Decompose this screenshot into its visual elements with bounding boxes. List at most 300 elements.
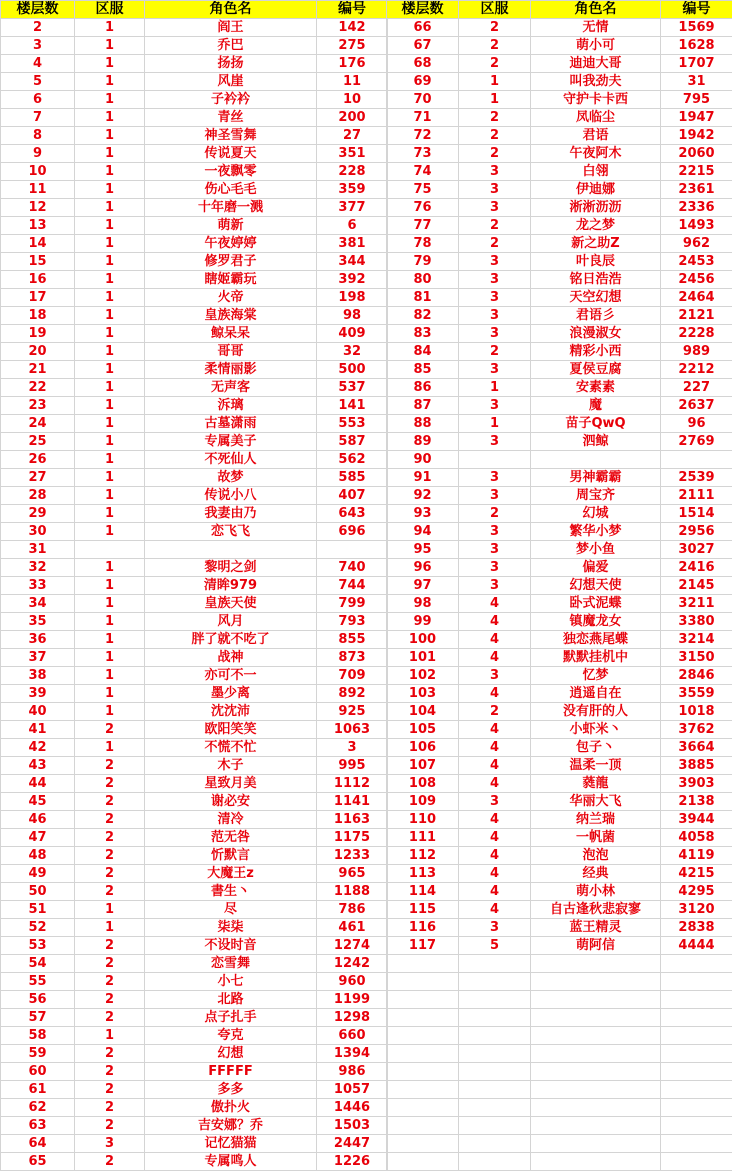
number-cell: 2637 bbox=[661, 397, 732, 415]
server-cell: 1 bbox=[75, 451, 145, 469]
floor-cell bbox=[387, 1081, 459, 1099]
table-row bbox=[1, 271, 388, 289]
role-name-cell: FFFFF bbox=[145, 1063, 317, 1081]
header-server: 区服 bbox=[459, 1, 531, 19]
table-row bbox=[387, 793, 732, 811]
empty-row bbox=[387, 1009, 732, 1027]
table-row bbox=[387, 469, 732, 487]
floor-cell: 77 bbox=[387, 217, 459, 235]
role-name-cell: 伤心毛毛 bbox=[145, 181, 317, 199]
role-name-cell: 繁华小梦 bbox=[531, 523, 661, 541]
number-cell: 2539 bbox=[661, 469, 732, 487]
role-name-cell: 男神霸霸 bbox=[531, 469, 661, 487]
role-name-cell: 瞎姬霸玩 bbox=[145, 271, 317, 289]
floor-cell: 29 bbox=[1, 505, 75, 523]
number-cell: 2453 bbox=[661, 253, 732, 271]
table-row bbox=[1, 55, 388, 73]
role-name-cell: 君语彡 bbox=[531, 307, 661, 325]
role-name-cell: 書生丶 bbox=[145, 883, 317, 901]
server-cell: 4 bbox=[459, 775, 531, 793]
role-name-cell: 泡泡 bbox=[531, 847, 661, 865]
floor-cell: 17 bbox=[1, 289, 75, 307]
number-cell: 461 bbox=[317, 919, 388, 937]
server-cell: 1 bbox=[75, 307, 145, 325]
number-cell: 2416 bbox=[661, 559, 732, 577]
floor-cell: 90 bbox=[387, 451, 459, 469]
number-cell: 98 bbox=[317, 307, 388, 325]
number-cell: 1298 bbox=[317, 1009, 388, 1027]
role-name-cell: 无情 bbox=[531, 19, 661, 37]
floor-cell: 51 bbox=[1, 901, 75, 919]
number-cell: 198 bbox=[317, 289, 388, 307]
role-name-cell: 皇族海棠 bbox=[145, 307, 317, 325]
server-cell: 2 bbox=[459, 37, 531, 55]
server-cell: 2 bbox=[459, 109, 531, 127]
floor-cell: 99 bbox=[387, 613, 459, 631]
floor-cell bbox=[387, 991, 459, 1009]
table-row bbox=[1, 325, 388, 343]
floor-cell: 44 bbox=[1, 775, 75, 793]
floor-cell: 74 bbox=[387, 163, 459, 181]
header-role-name: 角色名 bbox=[531, 1, 661, 19]
role-name-cell: 故梦 bbox=[145, 469, 317, 487]
number-cell: 2145 bbox=[661, 577, 732, 595]
server-cell: 3 bbox=[459, 559, 531, 577]
number-cell: 1163 bbox=[317, 811, 388, 829]
number-cell: 27 bbox=[317, 127, 388, 145]
floor-cell bbox=[387, 1063, 459, 1081]
server-cell bbox=[459, 973, 531, 991]
server-cell: 2 bbox=[75, 1045, 145, 1063]
role-name-cell: 小虾米丶 bbox=[531, 721, 661, 739]
role-name-cell: 默默挂机中 bbox=[531, 649, 661, 667]
role-name-cell: 幻想天使 bbox=[531, 577, 661, 595]
server-cell: 1 bbox=[459, 379, 531, 397]
table-row bbox=[1, 127, 388, 145]
role-name-cell: 不死仙人 bbox=[145, 451, 317, 469]
table-row bbox=[387, 811, 732, 829]
role-name-cell: 吉安娜？乔 bbox=[145, 1117, 317, 1135]
table-row bbox=[1, 811, 388, 829]
role-name-cell: 清冷 bbox=[145, 811, 317, 829]
server-cell: 1 bbox=[75, 559, 145, 577]
number-cell: 2336 bbox=[661, 199, 732, 217]
number-cell: 986 bbox=[317, 1063, 388, 1081]
floor-cell: 18 bbox=[1, 307, 75, 325]
number-cell: 1274 bbox=[317, 937, 388, 955]
number-cell: 1112 bbox=[317, 775, 388, 793]
number-cell: 744 bbox=[317, 577, 388, 595]
number-cell: 228 bbox=[317, 163, 388, 181]
role-name-cell: 温柔一顶 bbox=[531, 757, 661, 775]
table-row bbox=[1, 613, 388, 631]
left-header-row bbox=[1, 1, 388, 19]
floor-cell: 112 bbox=[387, 847, 459, 865]
number-cell: 4444 bbox=[661, 937, 732, 955]
table-row bbox=[1, 541, 388, 559]
empty-row bbox=[387, 955, 732, 973]
table-row bbox=[1, 667, 388, 685]
server-cell: 2 bbox=[75, 775, 145, 793]
server-cell: 1 bbox=[75, 577, 145, 595]
server-cell: 1 bbox=[75, 325, 145, 343]
floor-cell: 75 bbox=[387, 181, 459, 199]
empty-row bbox=[387, 1027, 732, 1045]
role-name-cell bbox=[531, 991, 661, 1009]
server-cell: 5 bbox=[459, 937, 531, 955]
number-cell: 2215 bbox=[661, 163, 732, 181]
floor-cell: 49 bbox=[1, 865, 75, 883]
empty-row bbox=[387, 1153, 732, 1171]
role-name-cell: 修罗君子 bbox=[145, 253, 317, 271]
server-cell bbox=[459, 1135, 531, 1153]
floor-cell: 12 bbox=[1, 199, 75, 217]
server-cell: 2 bbox=[75, 991, 145, 1009]
floor-cell: 79 bbox=[387, 253, 459, 271]
table-row bbox=[387, 541, 732, 559]
number-cell bbox=[661, 451, 732, 469]
number-cell: 562 bbox=[317, 451, 388, 469]
table-row bbox=[387, 613, 732, 631]
empty-row bbox=[387, 1099, 732, 1117]
number-cell: 3944 bbox=[661, 811, 732, 829]
role-name-cell: 安素素 bbox=[531, 379, 661, 397]
role-name-cell: 萌小可 bbox=[531, 37, 661, 55]
table-row bbox=[387, 271, 732, 289]
floor-cell: 37 bbox=[1, 649, 75, 667]
floor-cell: 65 bbox=[1, 1153, 75, 1171]
floor-cell: 11 bbox=[1, 181, 75, 199]
server-cell: 2 bbox=[459, 55, 531, 73]
number-cell: 359 bbox=[317, 181, 388, 199]
number-cell: 2138 bbox=[661, 793, 732, 811]
floor-cell: 108 bbox=[387, 775, 459, 793]
number-cell: 4119 bbox=[661, 847, 732, 865]
table-row bbox=[1, 883, 388, 901]
server-cell: 1 bbox=[75, 649, 145, 667]
table-row bbox=[387, 523, 732, 541]
floor-cell: 47 bbox=[1, 829, 75, 847]
role-name-cell: 天空幻想 bbox=[531, 289, 661, 307]
server-cell: 4 bbox=[459, 631, 531, 649]
table-row bbox=[387, 577, 732, 595]
floor-cell: 87 bbox=[387, 397, 459, 415]
role-name-cell: 柔情丽影 bbox=[145, 361, 317, 379]
table-row bbox=[1, 1027, 388, 1045]
floor-cell: 61 bbox=[1, 1081, 75, 1099]
floor-cell: 103 bbox=[387, 685, 459, 703]
table-row bbox=[387, 667, 732, 685]
number-cell: 2456 bbox=[661, 271, 732, 289]
role-name-cell: 墨少离 bbox=[145, 685, 317, 703]
table-row bbox=[387, 145, 732, 163]
left-table-body bbox=[1, 1, 388, 1171]
number-cell: 2121 bbox=[661, 307, 732, 325]
floor-cell: 83 bbox=[387, 325, 459, 343]
floor-cell: 94 bbox=[387, 523, 459, 541]
floor-cell: 22 bbox=[1, 379, 75, 397]
server-cell: 1 bbox=[75, 181, 145, 199]
number-cell: 1057 bbox=[317, 1081, 388, 1099]
role-name-cell: 叶良辰 bbox=[531, 253, 661, 271]
table-row bbox=[387, 757, 732, 775]
server-cell: 4 bbox=[459, 901, 531, 919]
table-row bbox=[387, 73, 732, 91]
server-cell: 2 bbox=[459, 145, 531, 163]
server-cell: 1 bbox=[75, 271, 145, 289]
role-name-cell bbox=[531, 1117, 661, 1135]
floor-cell: 59 bbox=[1, 1045, 75, 1063]
server-cell: 2 bbox=[75, 721, 145, 739]
table-row bbox=[387, 685, 732, 703]
floor-cell: 113 bbox=[387, 865, 459, 883]
role-name-cell: 经典 bbox=[531, 865, 661, 883]
number-cell: 965 bbox=[317, 865, 388, 883]
floor-cell: 30 bbox=[1, 523, 75, 541]
number-cell: 989 bbox=[661, 343, 732, 361]
role-name-cell: 战神 bbox=[145, 649, 317, 667]
number-cell: 3027 bbox=[661, 541, 732, 559]
table-row bbox=[1, 847, 388, 865]
server-cell: 3 bbox=[459, 793, 531, 811]
table-row bbox=[1, 937, 388, 955]
role-name-cell: 皇族天使 bbox=[145, 595, 317, 613]
table-row bbox=[1, 991, 388, 1009]
server-cell: 1 bbox=[459, 415, 531, 433]
table-row bbox=[387, 703, 732, 721]
floor-cell: 98 bbox=[387, 595, 459, 613]
table-row bbox=[1, 739, 388, 757]
number-cell: 409 bbox=[317, 325, 388, 343]
number-cell: 11 bbox=[317, 73, 388, 91]
number-cell: 2060 bbox=[661, 145, 732, 163]
table-row bbox=[1, 1063, 388, 1081]
server-cell bbox=[459, 1027, 531, 1045]
number-cell: 32 bbox=[317, 343, 388, 361]
header-number: 编号 bbox=[317, 1, 388, 19]
table-row bbox=[387, 451, 732, 469]
table-row bbox=[387, 865, 732, 883]
table-row bbox=[1, 775, 388, 793]
table-row bbox=[387, 487, 732, 505]
table-row bbox=[387, 721, 732, 739]
floor-cell: 71 bbox=[387, 109, 459, 127]
role-name-cell: 一帆菌 bbox=[531, 829, 661, 847]
role-name-cell: 幻城 bbox=[531, 505, 661, 523]
floor-cell: 19 bbox=[1, 325, 75, 343]
floor-cell: 95 bbox=[387, 541, 459, 559]
server-cell: 1 bbox=[75, 163, 145, 181]
table-row bbox=[387, 919, 732, 937]
number-cell: 392 bbox=[317, 271, 388, 289]
number-cell: 960 bbox=[317, 973, 388, 991]
table-row bbox=[387, 595, 732, 613]
server-cell: 2 bbox=[75, 955, 145, 973]
floor-cell: 92 bbox=[387, 487, 459, 505]
floor-cell: 78 bbox=[387, 235, 459, 253]
server-cell: 3 bbox=[459, 307, 531, 325]
empty-row bbox=[387, 1063, 732, 1081]
floor-cell: 69 bbox=[387, 73, 459, 91]
server-cell: 1 bbox=[75, 397, 145, 415]
table-row bbox=[1, 397, 388, 415]
role-name-cell bbox=[531, 1099, 661, 1117]
table-row bbox=[387, 181, 732, 199]
server-cell: 1 bbox=[75, 523, 145, 541]
role-name-cell: 叫我劲夫 bbox=[531, 73, 661, 91]
role-name-cell: 独恋燕尾蝶 bbox=[531, 631, 661, 649]
role-name-cell bbox=[531, 973, 661, 991]
server-cell: 1 bbox=[75, 127, 145, 145]
role-name-cell: 蓝王精灵 bbox=[531, 919, 661, 937]
floor-cell: 50 bbox=[1, 883, 75, 901]
floor-cell: 96 bbox=[387, 559, 459, 577]
floor-cell: 15 bbox=[1, 253, 75, 271]
role-name-cell bbox=[531, 955, 661, 973]
table-row bbox=[387, 109, 732, 127]
table-row bbox=[387, 649, 732, 667]
number-cell: 141 bbox=[317, 397, 388, 415]
number-cell: 873 bbox=[317, 649, 388, 667]
server-cell: 2 bbox=[75, 865, 145, 883]
number-cell: 925 bbox=[317, 703, 388, 721]
floor-cell: 7 bbox=[1, 109, 75, 127]
number-cell: 1188 bbox=[317, 883, 388, 901]
number-cell: 3762 bbox=[661, 721, 732, 739]
number-cell: 10 bbox=[317, 91, 388, 109]
server-cell: 3 bbox=[459, 541, 531, 559]
floor-cell bbox=[387, 1027, 459, 1045]
number-cell bbox=[661, 973, 732, 991]
server-cell: 2 bbox=[75, 1117, 145, 1135]
table-row bbox=[1, 595, 388, 613]
table-row bbox=[1, 343, 388, 361]
table-row bbox=[387, 91, 732, 109]
number-cell: 995 bbox=[317, 757, 388, 775]
role-name-cell: 柒柒 bbox=[145, 919, 317, 937]
floor-cell: 111 bbox=[387, 829, 459, 847]
server-cell: 2 bbox=[459, 703, 531, 721]
empty-row bbox=[387, 973, 732, 991]
number-cell: 1199 bbox=[317, 991, 388, 1009]
number-cell: 1493 bbox=[661, 217, 732, 235]
number-cell: 142 bbox=[317, 19, 388, 37]
server-cell: 1 bbox=[75, 469, 145, 487]
floor-cell: 109 bbox=[387, 793, 459, 811]
server-cell: 2 bbox=[75, 847, 145, 865]
number-cell: 537 bbox=[317, 379, 388, 397]
number-cell bbox=[661, 991, 732, 1009]
table-row bbox=[387, 325, 732, 343]
floor-cell: 72 bbox=[387, 127, 459, 145]
table-row bbox=[387, 19, 732, 37]
role-name-cell: 传说夏天 bbox=[145, 145, 317, 163]
role-name-cell: 尽 bbox=[145, 901, 317, 919]
role-name-cell bbox=[145, 541, 317, 559]
server-cell: 2 bbox=[75, 757, 145, 775]
floor-cell: 56 bbox=[1, 991, 75, 1009]
number-cell: 500 bbox=[317, 361, 388, 379]
role-name-cell: 萌阿信 bbox=[531, 937, 661, 955]
role-name-cell bbox=[531, 1135, 661, 1153]
role-name-cell: 华丽大飞 bbox=[531, 793, 661, 811]
floor-cell bbox=[387, 973, 459, 991]
server-cell: 1 bbox=[75, 199, 145, 217]
table-row bbox=[1, 1153, 388, 1171]
role-name-cell: 谢必安 bbox=[145, 793, 317, 811]
floor-cell: 88 bbox=[387, 415, 459, 433]
floor-cell: 81 bbox=[387, 289, 459, 307]
table-row bbox=[1, 919, 388, 937]
floor-cell: 10 bbox=[1, 163, 75, 181]
table-row bbox=[1, 1117, 388, 1135]
server-cell: 2 bbox=[459, 217, 531, 235]
floor-cell: 41 bbox=[1, 721, 75, 739]
number-cell: 795 bbox=[661, 91, 732, 109]
number-cell: 2212 bbox=[661, 361, 732, 379]
number-cell: 962 bbox=[661, 235, 732, 253]
server-cell: 4 bbox=[459, 829, 531, 847]
table-row bbox=[1, 145, 388, 163]
number-cell: 3 bbox=[317, 739, 388, 757]
role-name-cell bbox=[531, 1081, 661, 1099]
floor-cell: 13 bbox=[1, 217, 75, 235]
floor-cell: 106 bbox=[387, 739, 459, 757]
role-name-cell: 包子丶 bbox=[531, 739, 661, 757]
floor-cell: 14 bbox=[1, 235, 75, 253]
floor-cell: 38 bbox=[1, 667, 75, 685]
server-cell: 1 bbox=[75, 667, 145, 685]
floor-cell bbox=[387, 1153, 459, 1171]
role-name-cell: 火帝 bbox=[145, 289, 317, 307]
table-row bbox=[387, 901, 732, 919]
floor-cell: 23 bbox=[1, 397, 75, 415]
table-row bbox=[387, 433, 732, 451]
role-name-cell: 乔巴 bbox=[145, 37, 317, 55]
server-cell: 1 bbox=[75, 73, 145, 91]
role-name-cell: 守护卡卡西 bbox=[531, 91, 661, 109]
number-cell bbox=[661, 1081, 732, 1099]
number-cell: 200 bbox=[317, 109, 388, 127]
number-cell: 1233 bbox=[317, 847, 388, 865]
role-name-cell: 哥哥 bbox=[145, 343, 317, 361]
floor-cell: 104 bbox=[387, 703, 459, 721]
number-cell: 2228 bbox=[661, 325, 732, 343]
header-number: 编号 bbox=[661, 1, 732, 19]
server-cell: 1 bbox=[75, 379, 145, 397]
floor-cell: 73 bbox=[387, 145, 459, 163]
table-row bbox=[387, 361, 732, 379]
number-cell: 799 bbox=[317, 595, 388, 613]
floor-cell: 89 bbox=[387, 433, 459, 451]
table-row bbox=[1, 433, 388, 451]
role-name-cell: 夸克 bbox=[145, 1027, 317, 1045]
table-row bbox=[1, 451, 388, 469]
number-cell: 786 bbox=[317, 901, 388, 919]
role-name-cell: 萌小林 bbox=[531, 883, 661, 901]
role-name-cell: 偏爱 bbox=[531, 559, 661, 577]
server-cell: 3 bbox=[459, 289, 531, 307]
server-cell: 4 bbox=[459, 847, 531, 865]
number-cell: 3885 bbox=[661, 757, 732, 775]
table-row bbox=[1, 829, 388, 847]
number-cell: 176 bbox=[317, 55, 388, 73]
number-cell: 96 bbox=[661, 415, 732, 433]
empty-row bbox=[387, 1135, 732, 1153]
server-cell: 3 bbox=[75, 1135, 145, 1153]
role-name-cell: 午夜阿木 bbox=[531, 145, 661, 163]
role-name-cell bbox=[531, 1027, 661, 1045]
